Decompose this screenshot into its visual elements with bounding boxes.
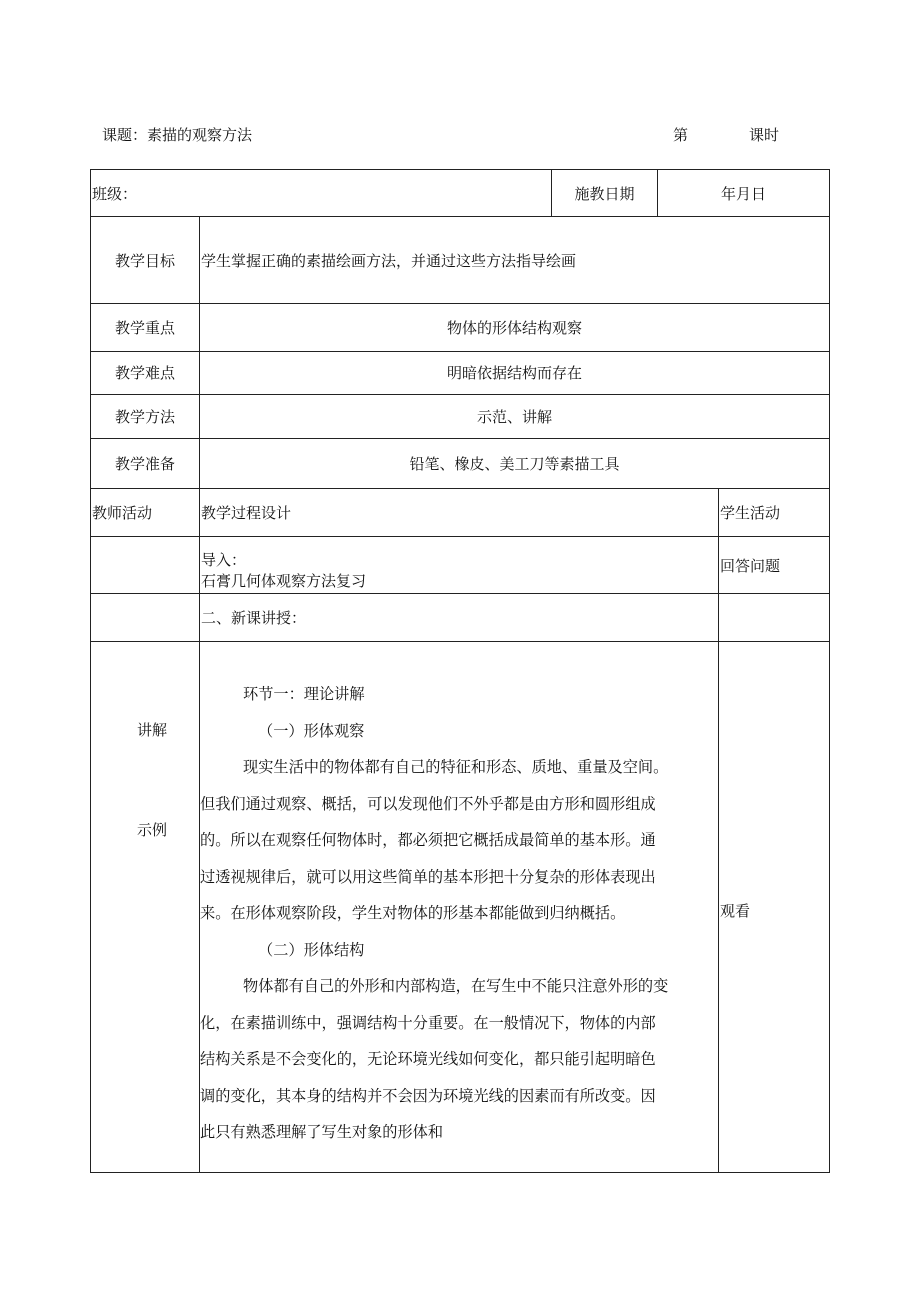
- paragraph-line: 结构关系是不会变化的，无论环境光线如何变化，都只能引起明暗色: [200, 1050, 656, 1068]
- focus-value: 物体的形体结构观察: [446, 319, 582, 337]
- intro-student-activity: 回答问题: [720, 557, 781, 575]
- paragraph-line: 调的变化，其本身的结构并不会因为环境光线的因素而有所改变。因: [200, 1086, 656, 1105]
- paragraph-line: 物体都有自己的外形和内部构造，在写生中不能只注意外形的变: [243, 977, 669, 995]
- difficulty-label: 教学难点: [114, 364, 175, 382]
- date-label: 施教日期: [574, 185, 635, 203]
- teacher-activity-example: 示例: [137, 821, 168, 839]
- table-border-top: [90, 169, 830, 170]
- new-lesson-label: 二、新课讲授：: [201, 609, 307, 627]
- period-suffix: 课时: [749, 126, 780, 144]
- row-divider: [90, 536, 830, 537]
- process-design-header: 教学过程设计: [201, 504, 292, 522]
- method-label: 教学方法: [114, 408, 175, 426]
- student-activity-watch: 观看: [720, 902, 751, 920]
- intro-content: 石膏几何体观察方法复习: [201, 572, 367, 590]
- row-divider: [90, 641, 830, 642]
- row-divider: [90, 303, 830, 304]
- row-divider: [90, 438, 830, 439]
- paragraph-line: 的。所以在观察任何物体时，都必须把它概括成最简单的基本形。通: [200, 831, 656, 849]
- method-value: 示范、讲解: [476, 408, 552, 426]
- paragraph-line: 化，在素描训练中，强调结构十分重要。在一般情况下，物体的内部: [200, 1013, 656, 1032]
- row-divider: [90, 351, 830, 352]
- intro-title: 导入：: [201, 551, 247, 569]
- table-border-right: [829, 169, 830, 1173]
- prep-value: 铅笔、橡皮、美工刀等素描工具: [409, 455, 620, 473]
- student-activity-header: 学生活动: [720, 504, 781, 522]
- class-label: 班级：: [92, 185, 138, 203]
- date-value: 年月日: [720, 185, 766, 203]
- focus-label: 教学重点: [114, 319, 175, 337]
- row-divider: [90, 488, 830, 489]
- subsection-heading: （二）形体结构: [258, 940, 365, 959]
- table-border-bottom: [90, 1172, 830, 1173]
- paragraph-line: 但我们通过观察、概括，可以发现他们不外乎都是由方形和圆形组成: [200, 794, 656, 813]
- teacher-activity-explain: 讲解: [137, 721, 168, 739]
- paragraph-line: 此只有熟悉理解了写生对象的形体和: [200, 1123, 443, 1141]
- period-prefix: 第: [673, 126, 689, 144]
- goal-value: 学生掌握正确的素描绘画方法，并通过这些方法指导绘画: [201, 252, 577, 270]
- row-divider: [90, 394, 830, 395]
- row-divider: [90, 216, 830, 217]
- prep-label: 教学准备: [114, 455, 175, 473]
- section-heading: 环节一：理论讲解: [243, 685, 365, 703]
- lesson-subject: 课题：素描的观察方法: [102, 126, 253, 144]
- paragraph-line: 现实生活中的物体都有自己的特征和形态、质地、重量及空间。: [243, 758, 669, 776]
- column-divider: [718, 488, 719, 1173]
- subsection-heading: （一）形体观察: [258, 721, 365, 740]
- lesson-header: [90, 124, 830, 150]
- row-divider: [90, 593, 830, 594]
- difficulty-value: 明暗依据结构而存在: [446, 364, 582, 382]
- teacher-activity-header: 教师活动: [92, 504, 153, 522]
- lesson-body-text: [200, 676, 718, 1151]
- paragraph-line: 来。在形体观察阶段，学生对物体的形基本都能做到归纳概括。: [200, 904, 626, 922]
- paragraph-line: 过透视规律后，就可以用这些简单的基本形把十分复杂的形体表现出: [200, 867, 656, 886]
- goal-label: 教学目标: [114, 252, 175, 270]
